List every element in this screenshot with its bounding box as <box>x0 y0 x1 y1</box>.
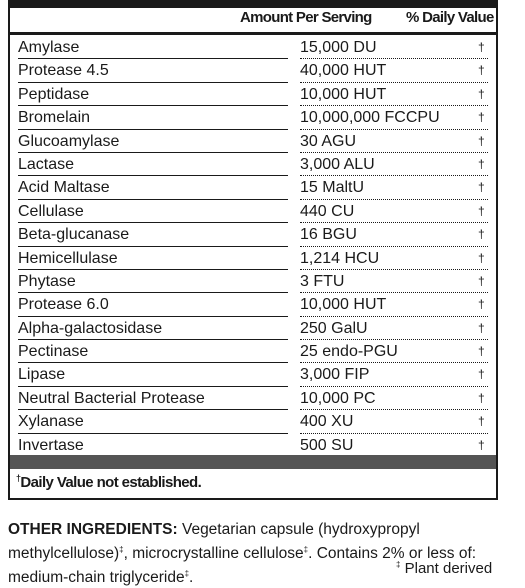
ingredient-name: Xylanase <box>18 413 84 431</box>
ingredient-amount: 440 CU <box>300 202 355 220</box>
ingredient-amount: 40,000 HUT <box>300 62 387 80</box>
daily-value-mark: † <box>478 273 485 288</box>
table-row <box>10 176 496 199</box>
daily-value-mark: † <box>478 133 485 148</box>
daily-value-mark: † <box>478 320 485 335</box>
amount-per-serving-header: Amount Per Serving <box>240 9 372 26</box>
ingredient-amount: 25 endo-PGU <box>300 343 398 361</box>
other-ingredients <box>8 520 508 588</box>
ingredient-name: Pectinase <box>18 343 89 361</box>
bottom-bar <box>10 455 496 469</box>
ingredient-amount: 30 AGU <box>300 132 357 150</box>
table-row <box>10 247 496 270</box>
ingredient-name: Glucoamylase <box>18 132 120 150</box>
other-ingredients-label: OTHER INGREDIENTS: <box>8 521 178 538</box>
table-row <box>10 130 496 153</box>
ingredient-name: Lipase <box>18 366 66 384</box>
ingredient-amount: 10,000,000 FCCPU <box>300 109 440 127</box>
ingredient-amount: 10,000 HUT <box>300 296 387 314</box>
daily-value-mark: † <box>478 297 485 312</box>
daily-value-mark: † <box>478 110 485 125</box>
ingredient-amount: 10,000 PC <box>300 389 376 407</box>
daily-value-mark: † <box>478 367 485 382</box>
ingredient-name: Neutral Bacterial Protease <box>18 389 205 407</box>
table-row <box>10 106 496 129</box>
table-row <box>10 270 496 293</box>
ingredient-amount: 15,000 DU <box>300 39 377 56</box>
table-header <box>10 9 496 31</box>
ingredient-rows <box>10 36 496 457</box>
ingredient-amount: 3,000 ALU <box>300 155 375 173</box>
other-ingredients-part4: . <box>189 569 194 587</box>
plant-mark-3: ‡ <box>184 569 190 579</box>
table-row <box>10 200 496 223</box>
ingredient-name: Peptidase <box>18 85 90 103</box>
footnote-mark: † <box>16 473 21 483</box>
ingredient-name: Invertase <box>18 436 84 454</box>
table-row <box>10 223 496 246</box>
daily-value-mark: † <box>478 203 485 218</box>
ingredient-amount: 3,000 FIP <box>300 366 370 384</box>
footnote-text: Daily Value not established. <box>20 474 202 491</box>
top-bar <box>10 0 496 8</box>
daily-value-mark: † <box>478 63 485 78</box>
plant-derived-note <box>396 560 492 577</box>
ingredient-name: Protease 6.0 <box>18 296 109 314</box>
other-ingredients-part2: , microcrystalline cellulose <box>123 545 304 563</box>
table-row <box>10 410 496 433</box>
other-ingredients-part3: . Contains 2% or less of: medium-chain triglyceride <box>8 545 477 587</box>
ingredient-amount: 15 MaltU <box>300 179 365 197</box>
ingredient-amount: 1,214 HCU <box>300 249 380 267</box>
ingredient-name: Hemicellulase <box>18 249 118 267</box>
other-ingredients-part1: Vegetarian capsule (hydroxypropyl methylcellulose) <box>8 521 420 563</box>
table-row <box>10 293 496 316</box>
ingredient-name: Cellulase <box>18 202 84 220</box>
daily-value-mark: † <box>478 414 485 429</box>
ingredient-name: Bromelain <box>18 109 91 127</box>
ingredient-name: Lactase <box>18 155 75 173</box>
ingredient-amount: 3 FTU <box>300 272 345 290</box>
ingredient-amount: 16 BGU <box>300 226 357 244</box>
ingredient-amount: 250 GalU <box>300 319 368 337</box>
ingredient-amount: 500 SU <box>300 436 354 454</box>
plant-note-mark: ‡ <box>396 560 401 569</box>
daily-value-mark: † <box>478 437 485 452</box>
daily-value-mark: † <box>478 180 485 195</box>
supplement-facts-panel <box>8 0 498 500</box>
daily-value-mark: † <box>478 86 485 101</box>
ingredient-amount: 400 XU <box>300 413 354 431</box>
daily-value-mark: † <box>478 344 485 359</box>
daily-value-mark: † <box>478 227 485 242</box>
ingredient-name: Alpha-galactosidase <box>18 319 163 337</box>
table-row <box>10 434 496 457</box>
table-row <box>10 387 496 410</box>
plant-mark-2: ‡ <box>303 545 309 554</box>
table-row <box>10 36 496 59</box>
table-row <box>10 340 496 363</box>
daily-value-mark: † <box>478 390 485 405</box>
table-row <box>10 363 496 386</box>
footnote <box>16 473 201 491</box>
daily-value-header: % Daily Value <box>406 9 494 26</box>
table-row <box>10 59 496 82</box>
daily-value-mark: † <box>478 250 485 265</box>
ingredient-name: Acid Maltase <box>18 179 110 197</box>
ingredient-name: Protease 4.5 <box>18 62 109 80</box>
table-row <box>10 317 496 340</box>
plant-mark-1: ‡ <box>119 545 124 554</box>
daily-value-mark: † <box>478 40 485 54</box>
table-row <box>10 83 496 106</box>
plant-note-text: Plant derived <box>400 560 493 577</box>
header-rule <box>10 32 496 35</box>
ingredient-amount: 10,000 HUT <box>300 85 387 103</box>
daily-value-mark: † <box>478 156 485 171</box>
table-row <box>10 153 496 176</box>
ingredient-name: Beta-glucanase <box>18 226 130 244</box>
ingredient-name: Amylase <box>18 39 80 56</box>
ingredient-name: Phytase <box>18 272 76 290</box>
